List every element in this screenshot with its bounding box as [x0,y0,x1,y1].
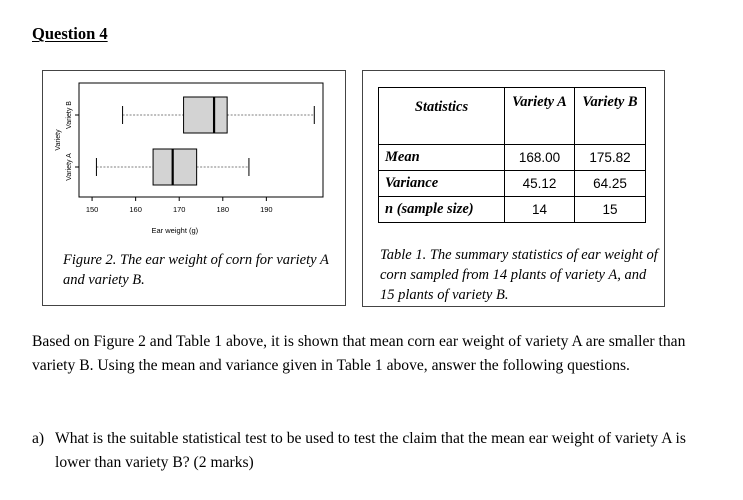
summary-table [378,87,646,223]
x-axis-label: Ear weight (g) [151,226,199,235]
x-tick-label: 190 [260,205,273,214]
table-row [379,145,646,171]
category-label: Variety A [66,153,73,181]
table-caption: Table 1. The summary statistics of ear weight of corn sampled from 14 plants of variety A, and 15 plants of variety B. [380,247,658,303]
body-paragraph: Based on Figure 2 and Table 1 above, it is shown that mean corn ear weight of variety A are smaller than variety B. Using the mean and variance given in Table 1 above, answer the following questions. [32,333,686,374]
boxplot-chart [43,71,345,246]
cell-value: 45.12 [505,171,575,197]
table-row [379,197,646,223]
question-text: What is the suitable statistical test to be used to test the claim that the mean ear weight of variety A is lower than variety B? (2 marks) [55,430,686,471]
header-variety-a: Variety A [505,88,575,145]
x-tick-label: 170 [172,205,186,214]
row-label: Variance [379,171,505,197]
iqr-box [153,149,197,185]
iqr-box [184,97,228,133]
cell-value: 168.00 [505,145,575,171]
cell-value: 64.25 [575,171,646,197]
x-tick-label: 180 [216,205,230,214]
figure-caption: Figure 2. The ear weight of corn for variety A and variety B. [63,252,329,288]
cell-value: 175.82 [575,145,646,171]
y-axis-label: Variety [55,129,62,151]
x-tick-label: 150 [85,205,99,214]
figure-box [42,70,346,306]
x-tick-label: 160 [129,205,142,214]
cell-value: 15 [575,197,646,223]
table-header-row [379,88,646,145]
question-heading: Question 4 [32,24,108,43]
cell-value: 14 [505,197,575,223]
question-label: a) [32,430,45,447]
header-variety-b: Variety B [575,88,646,145]
row-label: Mean [379,145,505,171]
row-label: n (sample size) [379,197,505,223]
header-statistics: Statistics [379,88,505,145]
table-box [362,70,665,307]
table-row [379,171,646,197]
category-label: Variety B [66,101,73,129]
